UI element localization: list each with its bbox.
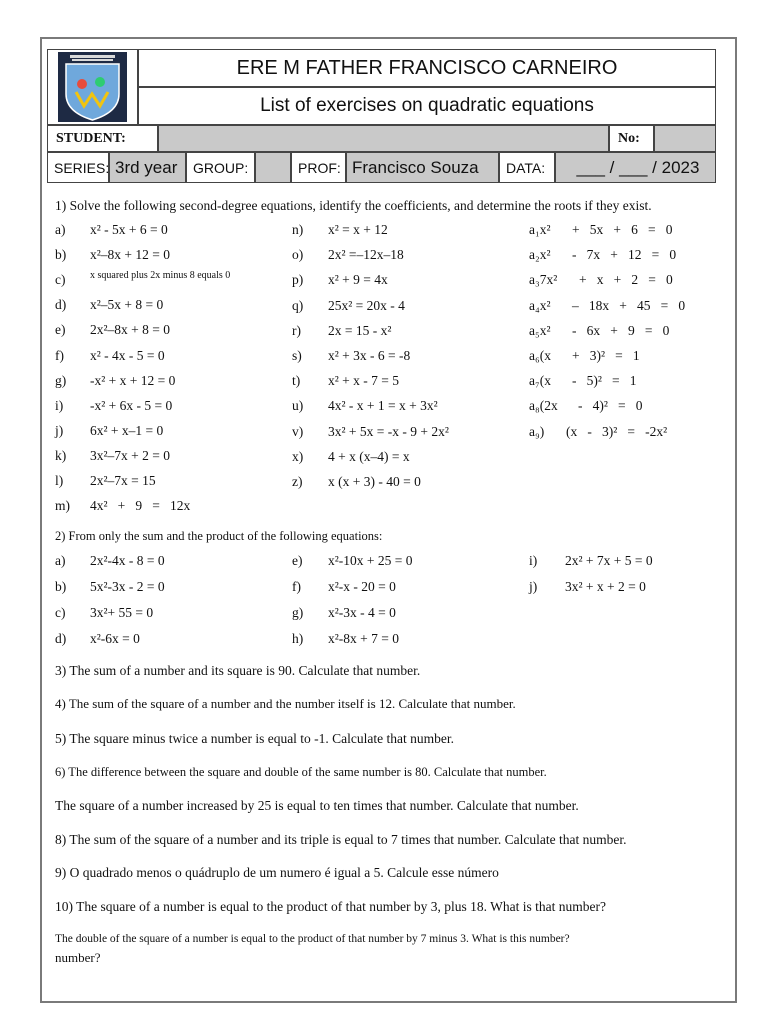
equation: x squared plus 2x minus 8 equals 0 [90, 270, 231, 282]
equation: 25x² = 20x - 4 [328, 297, 405, 313]
problem-5: 5) The square minus twice a number is equal to -1. Calculate that number. [55, 731, 455, 746]
item-label: a) [55, 222, 66, 237]
item-label: a₄x² [529, 297, 551, 313]
equation: 6x² + x–1 = 0 [90, 422, 164, 438]
equation: 2x = 15 - x² [328, 322, 392, 338]
item-label: c) [55, 605, 66, 620]
question-2-title: 2) From only the sum and the product of the following equations: [55, 529, 383, 543]
equation: 2x² =–12x–18 [328, 247, 404, 263]
equation: + x + 2 = 0 [579, 272, 673, 288]
item-label: e) [292, 553, 303, 568]
number-field[interactable] [654, 125, 716, 152]
problem-6: 6) The difference between the square and double of the same number is 80. Calculate that number. [55, 765, 547, 779]
problem-7: The square of a number increased by 25 is equal to ten times that number. Calculate that number. [55, 798, 579, 813]
equation: x² + 3x - 6 = -8 [328, 348, 411, 363]
problem-3: 3) The sum of a number and its square is 90. Calculate that number. [55, 663, 421, 678]
problem-10: 10) The square of a number is equal to the product of that number by 3, plus 18. What is that number? [55, 899, 606, 914]
equation: 3x²–7x + 2 = 0 [90, 447, 171, 463]
question-1-title: 1) Solve the following second-degree equations, identify the coefficients, and determine the roots if they exist. [55, 198, 652, 213]
item-label: g) [292, 605, 304, 620]
equation: + 5x + 6 = 0 [572, 222, 673, 237]
equation: 4x² + 9 = 12x [90, 498, 191, 514]
student-field[interactable] [158, 125, 609, 152]
item-label: a₉) [529, 423, 545, 439]
equation: 5x²-3x - 2 = 0 [90, 579, 165, 594]
problem-8: 8) The sum of the square of a number and its triple is equal to 7 times that number. Calculate that number. [55, 832, 627, 847]
equation: x²-8x + 7 = 0 [328, 631, 400, 646]
item-label: a₂x² [529, 247, 551, 263]
equation: 3x²+ 55 = 0 [90, 605, 154, 620]
group-field[interactable] [255, 152, 291, 183]
equation: x²-6x = 0 [90, 631, 140, 646]
item-label: m) [55, 498, 70, 514]
item-label: a₆(x [529, 348, 551, 363]
equation: x²-10x + 25 = 0 [328, 553, 413, 568]
equation: 2x² + 7x + 5 = 0 [565, 553, 653, 568]
item-label: d) [55, 631, 67, 646]
item-label: d) [55, 297, 67, 313]
prof-label: PROF: [291, 152, 346, 183]
item-label: k) [55, 447, 67, 463]
equation: 2x²-4x - 8 = 0 [90, 553, 165, 568]
item-label: u) [292, 398, 304, 414]
equation: -x² + x + 12 = 0 [90, 372, 176, 388]
item-label: c) [55, 272, 66, 288]
series-label: SERIES: [47, 152, 109, 183]
school-logo [47, 49, 138, 125]
equation: x² - 4x - 5 = 0 [90, 347, 165, 363]
equation: 2x²–7x = 15 [90, 473, 156, 488]
equation: - 5)² = 1 [572, 373, 637, 389]
item-label: h) [292, 631, 304, 646]
equation: 3x² + 5x = -x - 9 + 2x² [328, 423, 449, 439]
item-label: i) [55, 397, 64, 413]
logo-image [48, 50, 137, 124]
item-label: a) [55, 553, 66, 568]
item-label: j) [55, 422, 64, 438]
date-value: ___ / ___ / 2023 [555, 152, 716, 183]
item-label: j) [529, 579, 538, 594]
item-label: z) [292, 474, 303, 489]
equation: x (x + 3) - 40 = 0 [328, 474, 421, 489]
equation: x²-x - 20 = 0 [328, 579, 396, 594]
equation: x² + 9 = 4x [328, 272, 388, 288]
worksheet-title: List of exercises on quadratic equations [138, 87, 716, 125]
equation: x²–8x + 12 = 0 [90, 247, 171, 263]
equation: -x² + 6x - 5 = 0 [90, 397, 173, 413]
item-label: f) [292, 579, 301, 594]
item-label: p) [292, 272, 304, 288]
equation: 2x²–8x + 8 = 0 [90, 322, 171, 338]
item-label: a₈(2x [529, 398, 558, 414]
date-label: DATA: [499, 152, 555, 183]
item-label: n) [292, 222, 304, 237]
item-label: r) [292, 322, 301, 338]
problem-11-continued: number? [55, 950, 101, 965]
equation: - 6x + 9 = 0 [572, 322, 670, 338]
equation: 4 + x (x–4) = x [328, 448, 410, 464]
header-table [47, 49, 716, 183]
equation: (x - 3)² = -2x² [566, 423, 668, 439]
item-label: q) [292, 297, 304, 313]
problem-9: 9) O quadrado menos o quádruplo de um numero é igual a 5. Calcule esse número [55, 865, 499, 880]
item-label: o) [292, 247, 304, 263]
item-label: f) [55, 347, 64, 363]
series-value: 3rd year [109, 152, 186, 183]
item-label: a₇(x [529, 373, 551, 389]
school-name: ERE M FATHER FRANCISCO CARNEIRO [138, 49, 716, 87]
equation: x²–5x + 8 = 0 [90, 297, 164, 313]
item-label: t) [292, 373, 301, 389]
item-label: b) [55, 247, 67, 263]
student-label: STUDENT: [47, 125, 158, 152]
problem-4: 4) The sum of the square of a number and the number itself is 12. Calculate that number. [55, 696, 516, 711]
equation: 3x² + x + 2 = 0 [565, 579, 646, 594]
equation: + 3)² = 1 [572, 348, 640, 363]
equation: 4x² - x + 1 = x + 3x² [328, 398, 438, 414]
item-label: i) [529, 553, 538, 568]
item-label: v) [292, 423, 304, 439]
item-label: b) [55, 579, 67, 594]
item-label: x) [292, 448, 304, 464]
item-label: s) [292, 348, 302, 363]
item-label: a₃7x² [529, 272, 558, 288]
equation: x²-3x - 4 = 0 [328, 605, 396, 620]
equation: - 7x + 12 = 0 [572, 247, 677, 263]
number-label: No: [609, 125, 654, 152]
equation: x² + x - 7 = 5 [328, 373, 400, 389]
equation: x² = x + 12 [328, 222, 388, 237]
item-label: a₅x² [529, 322, 551, 338]
group-label: GROUP: [186, 152, 255, 183]
item-label: e) [55, 322, 66, 338]
equation: – 18x + 45 = 0 [572, 297, 686, 313]
item-label: a₁x² [529, 222, 551, 237]
item-label: l) [55, 473, 64, 488]
prof-value: Francisco Souza [346, 152, 499, 183]
equation: - 4)² = 0 [578, 398, 643, 414]
item-label: g) [55, 372, 67, 388]
problem-11: The double of the square of a number is equal to the product of that number by 7 minus 3. What is this number? [55, 933, 570, 945]
equation: x² - 5x + 6 = 0 [90, 222, 168, 237]
